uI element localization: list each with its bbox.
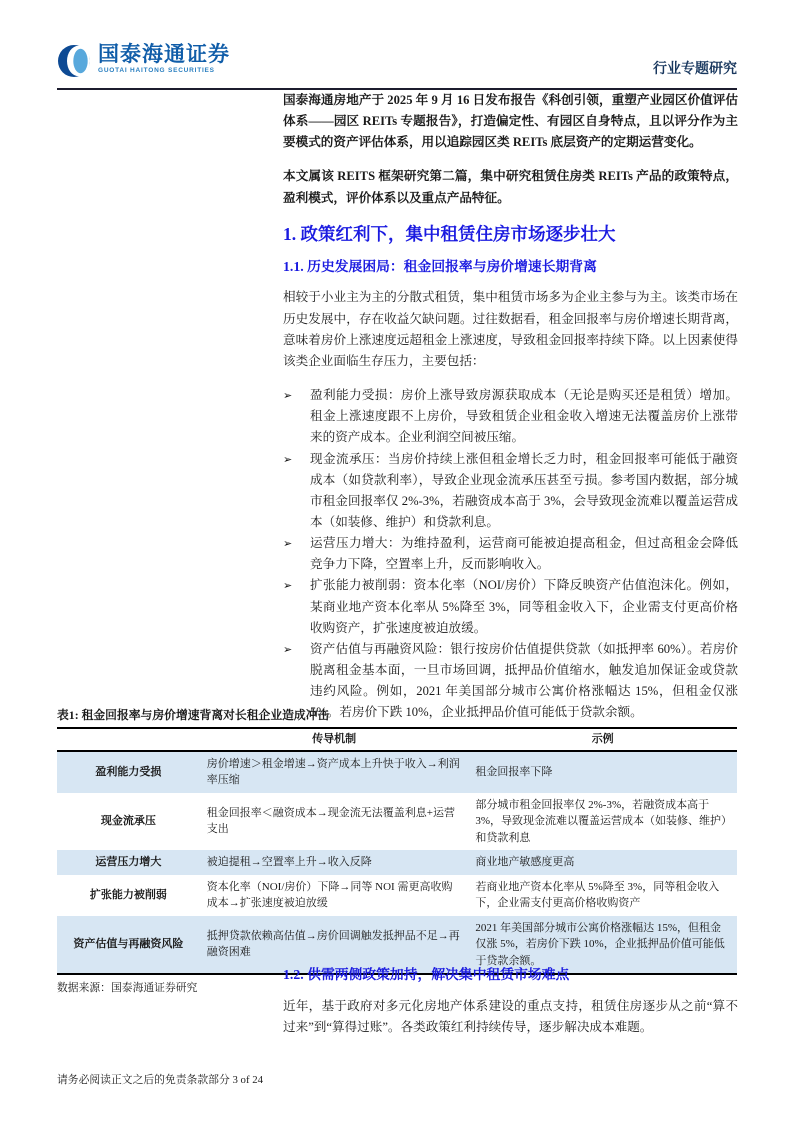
table-1-block	[57, 706, 737, 995]
arrow-bullet-icon: ➢	[283, 537, 293, 551]
row-label-cell: 现金流承压	[100, 815, 156, 827]
table-cell: 被迫提租→空置率上升→收入反降	[206, 856, 372, 868]
section-1-2-paragraph: 近年，基于政府对多元化房地产体系建设的重点支持，租赁住房逐步从之前“算不过来”到“算得过账”。各类政策红利持续传导，逐步解决成本难题。	[283, 998, 738, 1035]
bullet-text: 现金流承压：当房价持续上涨但租金增长乏力时，租金回报率可能低于融资成本（如贷款利率），导致企业现金流承压甚至亏损。参考国内数据，部分城市租金回报率仅 2%-3%，若融资成本高于 3%，会导致现金流难以覆盖运营成本（如装修、维护）和贷款利息。	[310, 451, 738, 530]
table-1-title: 表1: 租金回报率与房价增速背离对长租企业造成冲击	[57, 708, 330, 722]
row-label-cell: 运营压力增大	[95, 856, 162, 868]
table-row	[57, 751, 737, 793]
arrow-bullet-icon: ➢	[283, 452, 293, 466]
bullet-text: 运营压力增大：为维持盈利，运营商可能被迫提高租金，但过高租金会降低竞争力下降，空置率上升，反而影响收入。	[310, 536, 738, 572]
table-cell: 租金回报率＜融资成本→现金流无法覆盖利息+运营支出	[206, 806, 455, 836]
table-cell: 租金回报率下降	[475, 765, 553, 778]
arrow-bullet-icon: ➢	[283, 579, 293, 593]
section-1-2-heading: 1.2. 供需两侧政策加持，解决集中租赁市场难点	[283, 967, 570, 982]
table-cell: 资本化率（NOI/房价）下降→同等 NOI 需更高收购成本→扩张速度被迫放缓	[206, 880, 453, 909]
table-cell: 商业地产敏感度更高	[475, 856, 575, 868]
arrow-bullet-icon: ➢	[283, 642, 293, 656]
impact-table	[57, 727, 737, 975]
section-1-heading: 1. 政策红利下，集中租赁住房市场逐步壮大	[283, 223, 616, 244]
section-1-1-paragraph: 相较于小业主为主的分散式租赁，集中租赁市场多为企业主参与为主。该类市场在历史发展中，存在收益欠缺问题。过往数据看，租金回报率与房价增速长期背离，意味着房价上涨速度远超租金上涨速度，导致租金回报率持续下降。以上因素使得该类企业面临生存压力，主要包括：	[283, 290, 738, 368]
table-cell: 部分城市租金回报率仅 2%-3%，若融资成本高于 3%，导致现金流难以覆盖运营成本（如装修、维护）和贷款利息	[475, 798, 727, 844]
list-item	[283, 449, 738, 534]
list-item	[283, 575, 738, 638]
table-cell: 抵押贷款依赖高估值→房价回调触发抵押品不足→再融资困难	[206, 929, 460, 959]
table-header-mechanism: 传导机制	[200, 728, 469, 751]
bullet-text: 盈利能力受损：房价上涨导致房源获取成本（无论是购买还是租赁）增加。租金上涨速度跟不上房价，导致租赁企业租金收入增速无法覆盖房价上涨带来的资产成本。企业利润空间被压缩。	[310, 388, 738, 445]
list-item	[283, 385, 738, 448]
intro-paragraph-1: 国泰海通房地产于 2025 年 9 月 16 日发布报告《科创引领，重塑产业园区价值评估体系——园区 REITs 专题报告》，打造偏定性、有园区自身特点，且以评分作为主要模式的资产评估体系，用以追踪园区类 REITs 底层资产的定期运营变化。	[283, 93, 738, 150]
page-header	[57, 44, 737, 90]
row-label-cell: 资产估值与再融资风险	[73, 938, 184, 950]
risk-bullet-list	[283, 385, 738, 724]
brand-logo-icon	[57, 44, 91, 83]
table-source-note: 数据来源：国泰海通证券研究	[57, 982, 198, 994]
table-row	[57, 850, 737, 875]
brand-name-en: GUOTAI HAITONG SECURITIES	[98, 67, 215, 74]
table-header-empty	[57, 728, 200, 751]
table-header-row	[57, 728, 737, 751]
impact-table-body	[57, 751, 737, 975]
arrow-bullet-icon: ➢	[283, 389, 293, 403]
brand-logo	[57, 44, 230, 83]
table-cell: 房价增速＞租金增速→资产成本上升快于收入→利润率压缩	[206, 757, 460, 786]
section-1-2-block	[283, 966, 738, 1051]
table-cell: 2021 年美国部分城市公寓价格涨幅达 15%，但租金仅涨 5%，若房价下跌 10%，企业抵押品价值可能低于贷款余额。	[475, 921, 725, 967]
table-header-example: 示例	[468, 728, 737, 751]
bullet-text: 扩张能力被削弱：资本化率（NOI/房价）下降反映资产估值泡沫化。例如，某商业地产资本化率从 5%降至 3%，同等租金收入下，企业需支付更高价格收购资产，扩张速度被迫放缓。	[310, 578, 738, 635]
brand-name-cn: 国泰海通证券	[98, 43, 230, 66]
row-label-cell: 扩张能力被削弱	[89, 888, 167, 901]
table-row	[57, 793, 737, 851]
table-cell: 若商业地产资本化率从 5%降至 3%，同等租金收入下，企业需支付更高价格收购资产	[475, 880, 720, 909]
brand-text	[98, 44, 230, 75]
table-row	[57, 875, 737, 916]
report-category-label: 行业专题研究	[653, 62, 737, 77]
row-label-cell: 盈利能力受损	[95, 765, 162, 778]
intro-paragraph-2: 本文属该 REITS 框架研究第二篇，集中研究租赁住房类 REITs 产品的政策特点，盈利模式，评价体系以及重点产品特征。	[283, 169, 738, 205]
bullet-text: 资产估值与再融资风险：银行按房价估值提供贷款（如抵押率 60%）。若房价脱离租金基本面，一旦市场回调，抵押品价值缩水，触发追加保证金或贷款违约风险。例如，2021 年美国部分城市公寓价格涨幅达 15%，但租金仅涨 5%。若房价下跌 10%，企业抵押品价值可能低于贷款余额。	[310, 641, 738, 720]
page-footer-disclaimer: 请务必阅读正文之后的免责条款部分 3 of 24	[57, 1074, 264, 1086]
main-text-column	[283, 90, 738, 724]
list-item	[283, 533, 738, 575]
section-1-1-heading: 1.1. 历史发展困局：租金回报率与房价增速长期背离	[283, 258, 597, 274]
